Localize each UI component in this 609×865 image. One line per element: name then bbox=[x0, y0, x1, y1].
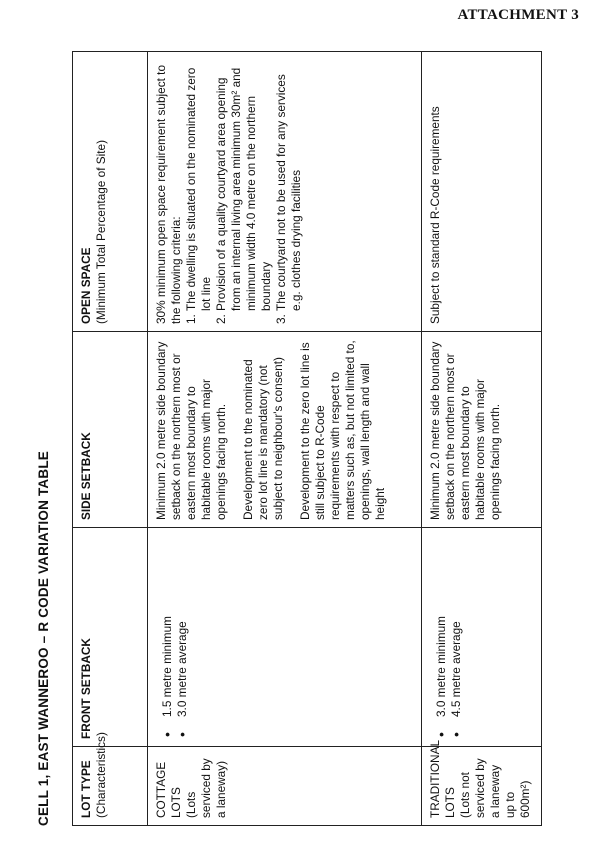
side-setback-paragraph: Development to the zero lot line is still subject to R-Code requirements with respect to matters such as, but not limited to, openings, wall length and wall height bbox=[298, 340, 387, 520]
cell-open-space bbox=[148, 52, 422, 332]
header-side-setback-label: SIDE SETBACK bbox=[79, 432, 93, 520]
side-setback-paragraph: Minimum 2.0 metre side boundary setback on the northern most or eastern most boundary to habitable rooms with major openings facing north. bbox=[428, 341, 502, 520]
list-item: • 3.0 metre minimum bbox=[434, 535, 449, 739]
cell-front-setback bbox=[148, 528, 422, 747]
front-setback-list bbox=[160, 535, 190, 739]
header-lot-type bbox=[73, 732, 148, 826]
cell-lot-type bbox=[422, 740, 542, 826]
table-row-cottage-lots bbox=[148, 52, 422, 826]
cell-side-setback bbox=[148, 332, 422, 528]
list-item: • 3.0 metre average bbox=[175, 535, 190, 739]
header-front-setback-label: FRONT SETBACK bbox=[79, 638, 93, 739]
front-setback-list bbox=[434, 535, 464, 739]
list-item bbox=[214, 59, 274, 324]
table-header-row bbox=[73, 52, 148, 826]
attachment-label: ATTACHMENT 3 bbox=[457, 7, 579, 23]
lot-type-desc: (Lots serviced by a laneway) bbox=[184, 758, 228, 818]
cell-front-setback bbox=[422, 528, 542, 747]
list-item bbox=[274, 59, 304, 324]
header-open-space bbox=[73, 52, 148, 332]
criterion-text: The dwelling is situated on the nominated zero lot line bbox=[184, 67, 213, 311]
list-item: • 1.5 metre minimum bbox=[160, 535, 175, 739]
criterion-number: 3. bbox=[274, 314, 288, 324]
rotated-page-content bbox=[36, 52, 576, 826]
list-item: • 4.5 metre average bbox=[449, 535, 464, 739]
list-item bbox=[184, 59, 214, 324]
open-space-intro: Subject to standard R-Code requirements bbox=[428, 106, 442, 324]
open-space-criteria bbox=[184, 59, 304, 324]
lot-type-desc: (Lots not serviced by a laneway up to 600m²) bbox=[458, 758, 532, 818]
lot-type-name: COTTAGE LOTS bbox=[154, 761, 183, 818]
header-lot-type-sub: (Characteristics) bbox=[94, 732, 108, 818]
side-setback-paragraph: Minimum 2.0 metre side boundary setback on the northern most or eastern most boundary to habitable rooms with major openings facing north. bbox=[154, 341, 228, 520]
side-setback-paragraph: Development to the nominated zero lot line is mandatory (not subject to neighbour's consent) bbox=[241, 357, 285, 520]
cell-side-setback bbox=[422, 332, 542, 528]
criterion-text: The courtyard not to be used for any services e.g. clothes drying facilities bbox=[274, 74, 303, 311]
cell-lot-type bbox=[148, 747, 422, 826]
header-side-setback bbox=[73, 332, 148, 528]
cell-open-space bbox=[422, 52, 542, 332]
header-lot-type-label: LOT TYPE bbox=[79, 760, 93, 818]
header-front-setback bbox=[73, 528, 148, 747]
header-open-space-sub: (Minimum Total Percentage of Site) bbox=[94, 139, 108, 324]
table-title: CELL 1, EAST WANNEROO – R CODE VARIATION TABLE bbox=[36, 451, 51, 826]
open-space-intro: 30% minimum open space requirement subject to the following criteria: bbox=[154, 64, 183, 324]
criterion-number: 2. bbox=[214, 314, 228, 324]
table-row-traditional-lots bbox=[422, 52, 542, 826]
criterion-number: 1. bbox=[184, 314, 198, 324]
criterion-text: Provision of a quality courtyard area opening from an internal living area minimum 30m² and minimum width 4.0 metre on the northern boundary bbox=[214, 67, 273, 311]
lot-type-name: TRADITIONAL LOTS bbox=[428, 740, 457, 818]
header-open-space-label: OPEN SPACE bbox=[79, 247, 93, 324]
r-code-variation-table bbox=[72, 51, 542, 826]
